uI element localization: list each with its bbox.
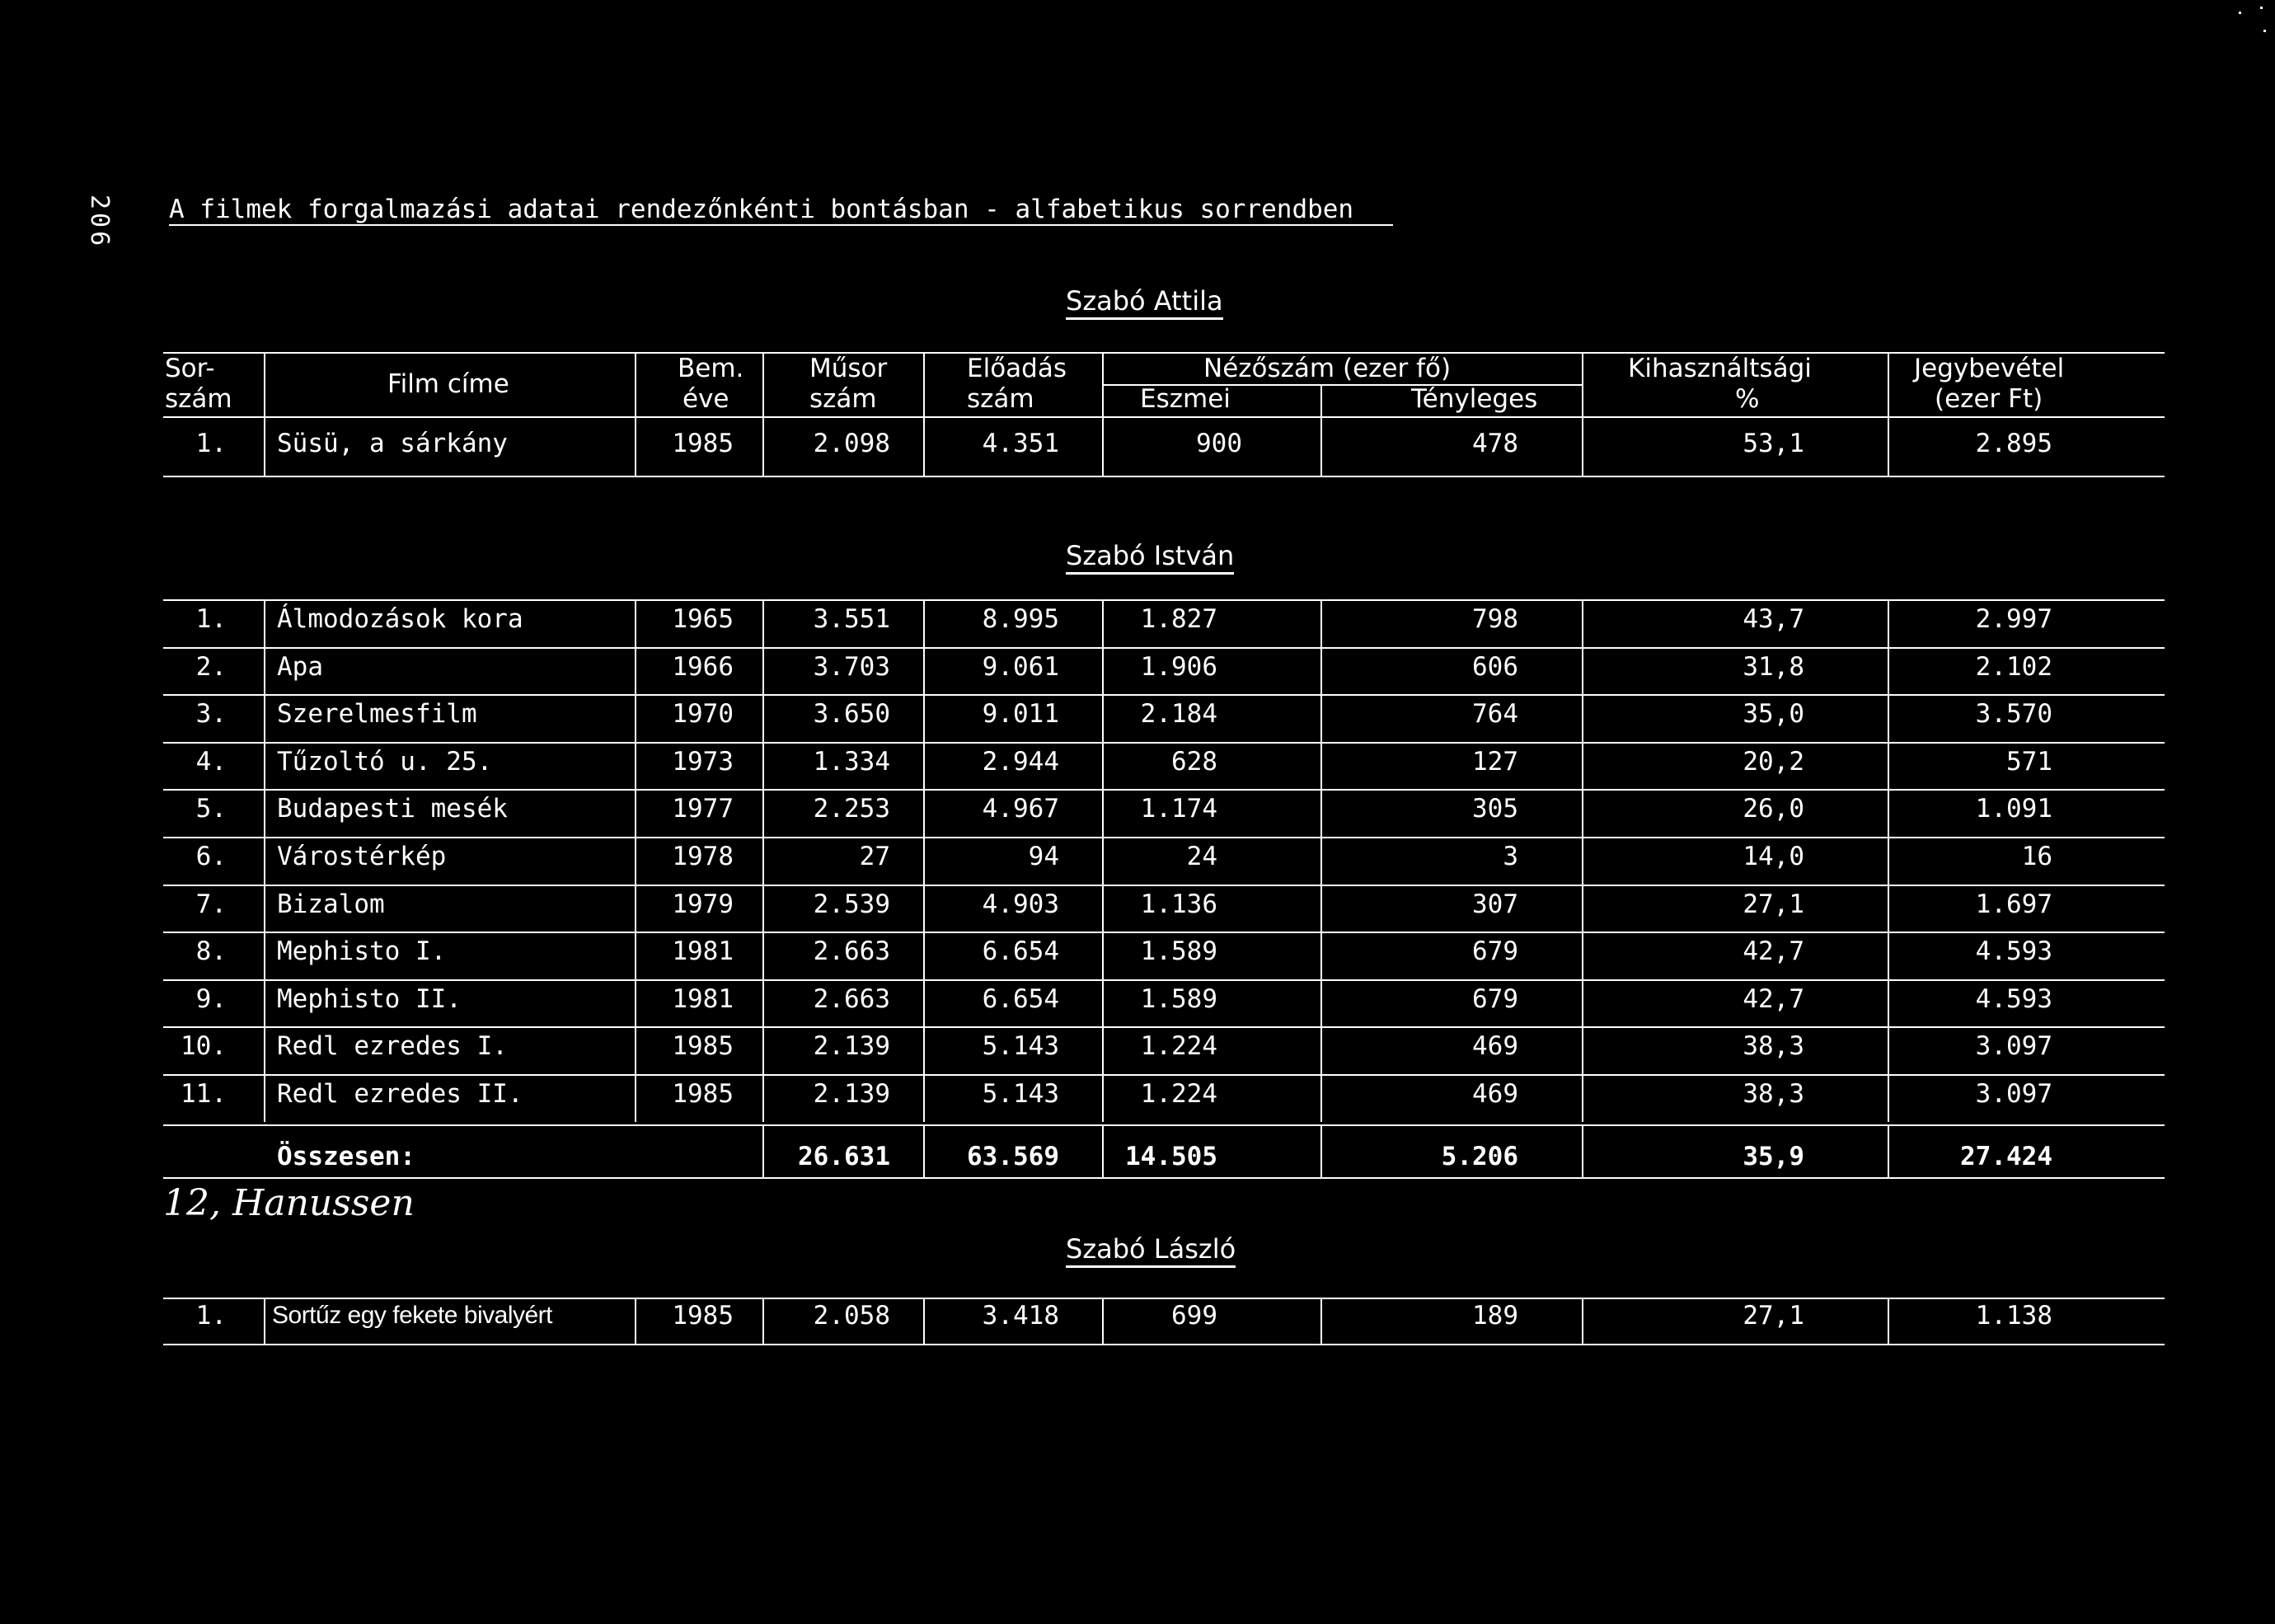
row-number: 9. [195,984,227,1014]
utilization: 27,1 [1743,889,1804,919]
viewers-notional: 900 [1196,429,1242,458]
release-year: 1966 [672,652,734,682]
program-count: 2.139 [813,1031,890,1061]
column-divider [264,885,265,932]
program-count: 2.098 [813,429,890,458]
column-divider [264,837,265,885]
row-number: 10. [181,1031,227,1061]
viewers-notional: 628 [1171,747,1217,777]
section-title-szabo-attila: Szabó Attila [1066,285,1223,320]
film-title: Bizalom [277,889,385,919]
scan-mark [2239,12,2241,14]
release-year: 1985 [672,429,734,458]
viewers-notional: 1.224 [1140,1031,1217,1061]
release-year: 1981 [672,984,734,1014]
viewers-notional: 1.827 [1140,604,1217,634]
header-eve: éve [682,384,729,414]
release-year: 1985 [672,1031,734,1061]
film-title: Süsü, a sárkány [277,429,508,458]
column-divider [264,1074,265,1122]
utilization: 26,0 [1743,794,1804,824]
handwritten-note: 12, Hanussen [163,1182,415,1224]
row-number: 5. [195,794,227,824]
viewers-notional: 24 [1186,842,1217,871]
header-kihasznaltsagi: Kihasználtsági [1628,354,1812,383]
header-musor-szam: szám [809,384,877,414]
ticket-revenue: 2.895 [1975,429,2052,458]
total-ticket-revenue: 27.424 [1960,1142,2052,1171]
header-film-cime: Film címe [387,369,509,399]
column-divider [264,979,265,1027]
header-musor: Műsor [809,354,888,383]
viewers-actual: 307 [1472,889,1518,919]
program-count: 2.663 [813,984,890,1014]
utilization: 14,0 [1743,842,1804,871]
viewers-notional: 1.174 [1140,794,1217,824]
viewers-actual: 798 [1472,604,1518,634]
viewers-notional: 1.906 [1140,652,1217,682]
viewers-actual: 679 [1472,936,1518,966]
program-count: 3.650 [813,699,890,729]
program-count: 3.551 [813,604,890,634]
ticket-revenue: 3.570 [1975,699,2052,729]
utilization: 43,7 [1743,604,1804,634]
header-bem: Bem. [678,354,744,383]
ticket-revenue: 1.697 [1975,889,2052,919]
viewers-actual: 469 [1472,1031,1518,1061]
screening-count: 2.944 [982,747,1059,777]
column-divider [264,599,265,647]
header-eloadas: Előadás [967,354,1067,383]
film-title: Álmodozások kora [277,604,523,634]
header-eszmei: Eszmei [1140,384,1231,414]
table-rule [163,1177,2165,1179]
viewers-actual: 3 [1503,842,1518,871]
utilization: 31,8 [1743,652,1804,682]
total-viewers-notional: 14.505 [1125,1142,1217,1171]
release-year: 1977 [672,794,734,824]
ticket-revenue: 16 [2021,842,2052,871]
row-number: 7. [195,889,227,919]
row-number: 4. [195,747,227,777]
program-count: 2.539 [813,889,890,919]
table-rule [163,599,2165,601]
screening-count: 9.011 [982,699,1059,729]
film-title: Redl ezredes II. [277,1079,523,1109]
table-rule [163,932,2165,933]
viewers-actual: 305 [1472,794,1518,824]
release-year: 1981 [672,936,734,966]
program-count: 2.139 [813,1079,890,1109]
table-rule [163,1124,2165,1126]
column-divider [264,1298,265,1344]
release-year: 1985 [672,1301,734,1331]
page-number: 206 [85,195,114,250]
total-utilization: 35,9 [1743,1142,1804,1171]
screening-count: 4.351 [982,429,1059,458]
utilization: 27,1 [1743,1301,1804,1331]
film-title: Szerelmesfilm [277,699,477,729]
column-divider [264,416,265,476]
ticket-revenue: 3.097 [1975,1079,2052,1109]
section-title-szabo-istvan: Szabó István [1066,540,1234,575]
utilization: 42,7 [1743,936,1804,966]
row-number: 1. [195,429,227,458]
utilization: 20,2 [1743,747,1804,777]
viewers-actual: 189 [1472,1301,1518,1331]
ticket-revenue: 3.097 [1975,1031,2052,1061]
table-rule [163,1298,2165,1299]
release-year: 1973 [672,747,734,777]
table-rule [163,1026,2165,1028]
table-rule [163,476,2165,477]
viewers-actual: 127 [1472,747,1518,777]
column-divider [264,694,265,742]
film-title: Mephisto I. [277,936,447,966]
ticket-revenue: 4.593 [1975,984,2052,1014]
column-divider [264,932,265,979]
viewers-notional: 2.184 [1140,699,1217,729]
total-label: Összesen: [277,1142,415,1171]
scan-mark [2263,30,2266,32]
program-count: 1.334 [813,747,890,777]
screening-count: 6.654 [982,936,1059,966]
ticket-revenue: 2.102 [1975,652,2052,682]
utilization: 42,7 [1743,984,1804,1014]
film-title: Mephisto II. [277,984,462,1014]
film-title: Redl ezredes I. [277,1031,508,1061]
table-rule [163,885,2165,886]
viewers-notional: 1.589 [1140,984,1217,1014]
screening-count: 3.418 [982,1301,1059,1331]
screening-count: 4.967 [982,794,1059,824]
column-divider [264,647,265,695]
program-count: 3.703 [813,652,890,682]
viewers-actual: 469 [1472,1079,1518,1109]
header-tenyleges: Tényleges [1411,384,1538,414]
header-ezer-ft: (ezer Ft) [1935,384,2043,414]
row-number: 2. [195,652,227,682]
header-percent: % [1735,384,1760,414]
table-rule [163,1344,2165,1345]
title-underline [169,224,1393,226]
table-rule [163,742,2165,744]
table-rule [163,789,2165,791]
film-title: Budapesti mesék [277,794,508,824]
table-rule [163,979,2165,981]
utilization: 35,0 [1743,699,1804,729]
table-rule [163,416,2165,418]
viewers-actual: 606 [1472,652,1518,682]
screening-count: 5.143 [982,1031,1059,1061]
screening-count: 6.654 [982,984,1059,1014]
program-count: 27 [859,842,890,871]
header-szam: szám [165,384,232,414]
table-rule [163,694,2165,696]
screening-count: 8.995 [982,604,1059,634]
viewers-actual: 764 [1472,699,1518,729]
row-number: 1. [195,1301,227,1331]
viewers-notional: 1.136 [1140,889,1217,919]
viewers-notional: 699 [1171,1301,1217,1331]
viewers-actual: 478 [1472,429,1518,458]
film-title: Sortűz egy fekete bivalyért [272,1302,553,1329]
header-sor: Sor- [165,354,215,383]
screening-count: 94 [1028,842,1059,871]
row-number: 6. [195,842,227,871]
row-number: 1. [195,604,227,634]
total-viewers-actual: 5.206 [1441,1142,1518,1171]
utilization: 38,3 [1743,1079,1804,1109]
film-title: Tűzoltó u. 25. [277,747,493,777]
ticket-revenue: 2.997 [1975,604,2052,634]
screening-count: 9.061 [982,652,1059,682]
total-screening-count: 63.569 [967,1142,1059,1171]
screening-count: 4.903 [982,889,1059,919]
program-count: 2.253 [813,794,890,824]
ticket-revenue: 4.593 [1975,936,2052,966]
release-year: 1978 [672,842,734,871]
viewers-actual: 679 [1472,984,1518,1014]
release-year: 1979 [672,889,734,919]
program-count: 2.058 [813,1301,890,1331]
utilization: 38,3 [1743,1031,1804,1061]
viewers-notional: 1.224 [1140,1079,1217,1109]
scan-mark [2260,7,2263,9]
release-year: 1985 [672,1079,734,1109]
row-number: 11. [181,1079,227,1109]
header-eloadas-szam: szám [967,384,1034,414]
film-title: Apa [277,652,323,682]
program-count: 2.663 [813,936,890,966]
utilization: 53,1 [1743,429,1804,458]
screening-count: 5.143 [982,1079,1059,1109]
row-number: 3. [195,699,227,729]
header-jegybevetel: Jegybevétel [1914,354,2065,383]
table-rule [163,1074,2165,1076]
total-program-count: 26.631 [798,1142,890,1171]
release-year: 1970 [672,699,734,729]
row-number: 8. [195,936,227,966]
ticket-revenue: 1.091 [1975,794,2052,824]
ticket-revenue: 571 [2006,747,2052,777]
table-rule [163,837,2165,838]
column-divider [264,789,265,837]
section-title-szabo-laszlo: Szabó László [1066,1233,1236,1268]
column-divider [264,742,265,790]
film-title: Várostérkép [277,842,447,871]
release-year: 1965 [672,604,734,634]
document-title: A filmek forgalmazási adatai rendezőnkénti bontásban - alfabetikus sorrendben [169,195,1354,224]
ticket-revenue: 1.138 [1975,1301,2052,1331]
header-nezoszam: Nézőszám (ezer fő) [1203,354,1452,383]
table-rule [163,352,2165,354]
table-rule [163,647,2165,649]
viewers-notional: 1.589 [1140,936,1217,966]
column-divider [264,1026,265,1074]
